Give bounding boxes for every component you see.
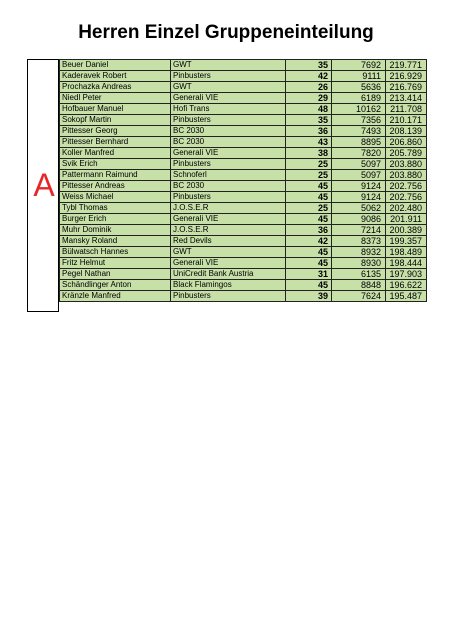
games-cell: 39 <box>286 291 332 302</box>
games-cell: 25 <box>286 170 332 181</box>
games-cell: 25 <box>286 159 332 170</box>
pins-cell: 7820 <box>332 148 386 159</box>
club-cell: BC 2030 <box>171 126 286 137</box>
player-name-cell: Pittesser Georg <box>60 126 171 137</box>
group-table <box>59 59 427 302</box>
games-cell: 29 <box>286 93 332 104</box>
games-cell: 36 <box>286 225 332 236</box>
club-cell: Generali VIE <box>171 258 286 269</box>
table-row <box>60 280 427 291</box>
games-cell: 35 <box>286 60 332 71</box>
games-cell: 35 <box>286 115 332 126</box>
games-cell: 45 <box>286 258 332 269</box>
average-cell: 219.771 <box>386 60 427 71</box>
pins-cell: 7214 <box>332 225 386 236</box>
games-cell: 38 <box>286 148 332 159</box>
table-row <box>60 192 427 203</box>
player-name-cell: Sokopf Martin <box>60 115 171 126</box>
average-cell: 202.480 <box>386 203 427 214</box>
player-name-cell: Prochazka Andreas <box>60 82 171 93</box>
average-cell: 210.171 <box>386 115 427 126</box>
average-cell: 199.357 <box>386 236 427 247</box>
club-cell: Generali VIE <box>171 93 286 104</box>
pins-cell: 6135 <box>332 269 386 280</box>
table-row <box>60 203 427 214</box>
club-cell: BC 2030 <box>171 137 286 148</box>
club-cell: Schnoferl <box>171 170 286 181</box>
average-cell: 216.929 <box>386 71 427 82</box>
average-cell: 196.622 <box>386 280 427 291</box>
average-cell: 216.769 <box>386 82 427 93</box>
group-letter: A <box>33 167 55 203</box>
pins-cell: 9124 <box>332 181 386 192</box>
pins-cell: 5062 <box>332 203 386 214</box>
games-cell: 45 <box>286 214 332 225</box>
games-cell: 45 <box>286 247 332 258</box>
table-row <box>60 93 427 104</box>
page-title: Herren Einzel Gruppeneinteilung <box>78 22 374 43</box>
table-row <box>60 247 427 258</box>
games-cell: 42 <box>286 71 332 82</box>
player-name-cell: Tybl Thomas <box>60 203 171 214</box>
player-name-cell: Kaderavek Robert <box>60 71 171 82</box>
average-cell: 198.444 <box>386 258 427 269</box>
pins-cell: 10162 <box>332 104 386 115</box>
average-cell: 213.414 <box>386 93 427 104</box>
player-name-cell: Pittesser Andreas <box>60 181 171 192</box>
average-cell: 206.860 <box>386 137 427 148</box>
player-name-cell: Svik Erich <box>60 159 171 170</box>
pins-cell: 5636 <box>332 82 386 93</box>
table-row <box>60 269 427 280</box>
pins-cell: 7356 <box>332 115 386 126</box>
average-cell: 205.789 <box>386 148 427 159</box>
table-row <box>60 115 427 126</box>
average-cell: 202.756 <box>386 181 427 192</box>
club-cell: Pinbusters <box>171 115 286 126</box>
pins-cell: 7692 <box>332 60 386 71</box>
player-name-cell: Pegel Nathan <box>60 269 171 280</box>
average-cell: 211.708 <box>386 104 427 115</box>
table-row <box>60 71 427 82</box>
pins-cell: 9111 <box>332 71 386 82</box>
table-row <box>60 60 427 71</box>
club-cell: J.O.S.E.R <box>171 203 286 214</box>
games-cell: 26 <box>286 82 332 93</box>
table-row <box>60 225 427 236</box>
pins-cell: 7493 <box>332 126 386 137</box>
average-cell: 200.389 <box>386 225 427 236</box>
club-cell: Generali VIE <box>171 214 286 225</box>
club-cell: Pinbusters <box>171 159 286 170</box>
club-cell: Pinbusters <box>171 291 286 302</box>
club-cell: GWT <box>171 60 286 71</box>
player-name-cell: Bülwatsch Hannes <box>60 247 171 258</box>
player-name-cell: Schändlinger Anton <box>60 280 171 291</box>
group-label-cell <box>27 59 59 312</box>
player-name-cell: Koller Manfred <box>60 148 171 159</box>
club-cell: UniCredit Bank Austria <box>171 269 286 280</box>
average-cell: 202.756 <box>386 192 427 203</box>
table-row <box>60 291 427 302</box>
table-row <box>60 181 427 192</box>
club-cell: BC 2030 <box>171 181 286 192</box>
player-name-cell: Niedl Peter <box>60 93 171 104</box>
pins-cell: 8373 <box>332 236 386 247</box>
pins-cell: 8848 <box>332 280 386 291</box>
games-cell: 42 <box>286 236 332 247</box>
table-row <box>60 170 427 181</box>
club-cell: GWT <box>171 82 286 93</box>
games-cell: 48 <box>286 104 332 115</box>
player-name-cell: Pattermann Raimund <box>60 170 171 181</box>
club-cell: Generali VIE <box>171 148 286 159</box>
table-row <box>60 159 427 170</box>
pins-cell: 8930 <box>332 258 386 269</box>
games-cell: 36 <box>286 126 332 137</box>
club-cell: Hofi Trans <box>171 104 286 115</box>
pins-cell: 5097 <box>332 159 386 170</box>
games-cell: 31 <box>286 269 332 280</box>
club-cell: Red Devils <box>171 236 286 247</box>
average-cell: 203.880 <box>386 159 427 170</box>
table-row <box>60 82 427 93</box>
table-row <box>60 258 427 269</box>
games-cell: 43 <box>286 137 332 148</box>
games-cell: 45 <box>286 192 332 203</box>
average-cell: 197.903 <box>386 269 427 280</box>
table-row <box>60 104 427 115</box>
player-name-cell: Hofbauer Manuel <box>60 104 171 115</box>
average-cell: 198.489 <box>386 247 427 258</box>
player-name-cell: Weiss Michael <box>60 192 171 203</box>
table-row <box>60 214 427 225</box>
player-name-cell: Beuer Daniel <box>60 60 171 71</box>
club-cell: GWT <box>171 247 286 258</box>
club-cell: Black Flamingos <box>171 280 286 291</box>
pins-cell: 7624 <box>332 291 386 302</box>
player-name-cell: Mansky Roland <box>60 236 171 247</box>
pins-cell: 9124 <box>332 192 386 203</box>
club-cell: Pinbusters <box>171 71 286 82</box>
pins-cell: 8895 <box>332 137 386 148</box>
games-cell: 45 <box>286 280 332 291</box>
table-row <box>60 236 427 247</box>
pins-cell: 8932 <box>332 247 386 258</box>
table-row <box>60 137 427 148</box>
club-cell: J.O.S.E.R <box>171 225 286 236</box>
games-cell: 25 <box>286 203 332 214</box>
player-name-cell: Fritz Helmut <box>60 258 171 269</box>
player-name-cell: Kränzle Manfred <box>60 291 171 302</box>
player-name-cell: Pittesser Bernhard <box>60 137 171 148</box>
pins-cell: 9086 <box>332 214 386 225</box>
table-row <box>60 148 427 159</box>
pins-cell: 6189 <box>332 93 386 104</box>
average-cell: 195.487 <box>386 291 427 302</box>
pins-cell: 5097 <box>332 170 386 181</box>
average-cell: 203.880 <box>386 170 427 181</box>
average-cell: 201.911 <box>386 214 427 225</box>
club-cell: Pinbusters <box>171 192 286 203</box>
table-row <box>60 126 427 137</box>
games-cell: 45 <box>286 181 332 192</box>
average-cell: 208.139 <box>386 126 427 137</box>
player-name-cell: Muhr Dominik <box>60 225 171 236</box>
player-name-cell: Burger Erich <box>60 214 171 225</box>
